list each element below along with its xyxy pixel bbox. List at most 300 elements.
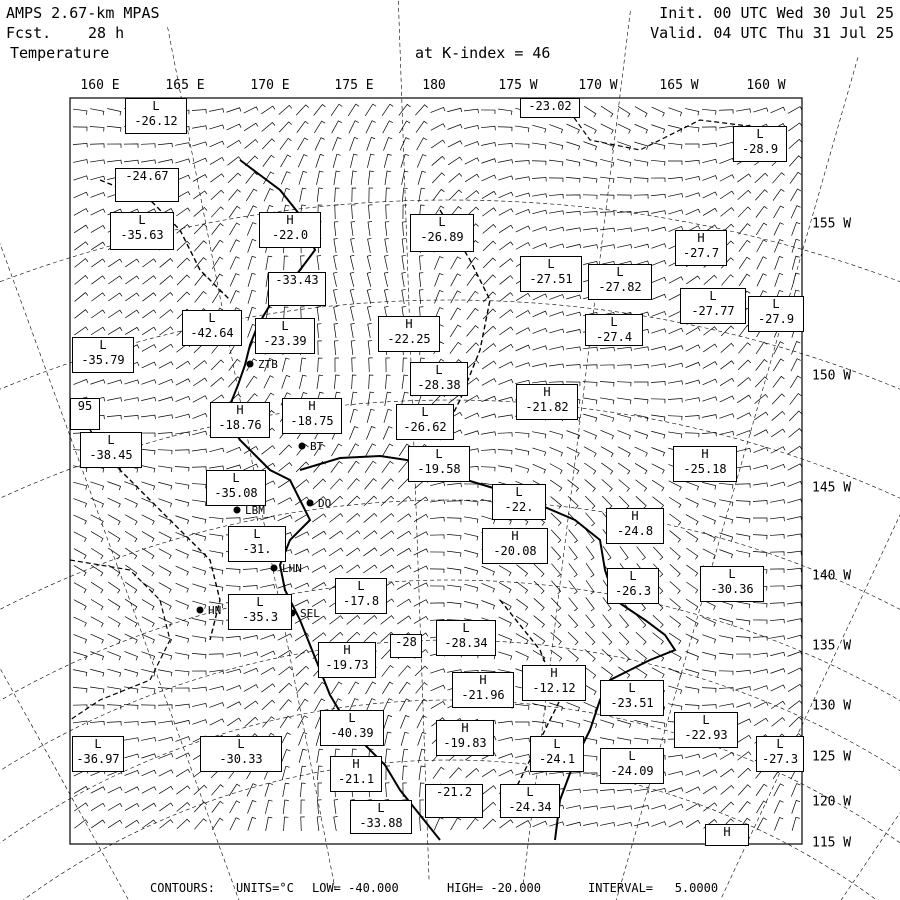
- wind-barb: [770, 517, 784, 521]
- extrema-type: L: [728, 567, 736, 581]
- extrema-type: L: [348, 711, 356, 725]
- extrema-value: -36.97: [76, 752, 120, 766]
- wind-barb: [669, 821, 683, 827]
- extrema-value: -21.96: [461, 688, 505, 702]
- wind-barb: [158, 721, 172, 725]
- wind-barb: [369, 188, 373, 202]
- wind-barb: [516, 634, 528, 644]
- wind-barb: [601, 463, 612, 474]
- wind-barb: [314, 682, 325, 693]
- wind-barb: [367, 272, 371, 287]
- wind-barb: [549, 312, 564, 317]
- wind-barb: [175, 720, 190, 724]
- wind-barb: [366, 444, 376, 456]
- wind-barb: [601, 124, 613, 134]
- wind-barb: [418, 732, 427, 745]
- wind-barb: [383, 427, 392, 440]
- extrema-type: H: [405, 317, 413, 331]
- wind-barb: [74, 327, 88, 335]
- wind-barb: [617, 245, 632, 249]
- wind-barb: [246, 172, 258, 183]
- wind-barb: [774, 223, 784, 236]
- wind-barb: [431, 701, 445, 708]
- wind-barb: [685, 193, 700, 197]
- wind-barb: [499, 582, 511, 593]
- wind-barb: [195, 275, 207, 286]
- wind-barb: [720, 378, 734, 385]
- value-label: [425, 784, 483, 818]
- wind-barb: [124, 754, 139, 758]
- wind-barb: [702, 670, 716, 676]
- wind-barb: [636, 496, 646, 508]
- wind-barb: [266, 256, 272, 270]
- wind-barb: [770, 500, 785, 504]
- wind-barb: [244, 668, 258, 673]
- wind-barb: [566, 431, 579, 440]
- wind-barb: [230, 291, 239, 304]
- wind-barb: [226, 636, 240, 640]
- extrema-value: -26.62: [403, 420, 447, 434]
- wind-barb: [720, 361, 734, 369]
- wind-barb: [278, 634, 292, 640]
- wind-barb: [788, 446, 802, 454]
- wind-barb: [125, 498, 138, 507]
- wind-barb: [686, 531, 698, 542]
- wind-barb: [483, 819, 496, 829]
- wind-barb: [261, 446, 274, 455]
- wind-barb: [465, 395, 479, 402]
- wind-barb: [719, 126, 733, 130]
- wind-barb: [211, 785, 223, 796]
- wind-barb: [686, 276, 700, 284]
- wind-barb: [619, 615, 628, 628]
- wind-barb: [175, 159, 190, 163]
- wind-barb: [298, 732, 307, 745]
- wind-barb: [669, 497, 681, 508]
- wind-barb: [368, 323, 372, 337]
- low-label: [182, 310, 242, 346]
- wind-barb: [211, 207, 223, 217]
- wind-barb: [736, 501, 750, 506]
- wind-barb: [230, 818, 240, 831]
- wind-barb: [668, 755, 682, 759]
- wind-barb: [397, 531, 411, 539]
- wind-barb: [464, 142, 479, 147]
- wind-barb: [791, 341, 800, 354]
- wind-barb: [159, 327, 173, 335]
- extrema-value: -33.88: [359, 816, 403, 830]
- wind-barb: [549, 244, 564, 248]
- wind-barb: [755, 377, 768, 387]
- wind-barb: [433, 189, 445, 200]
- extrema-type: H: [343, 643, 351, 657]
- wind-barb: [397, 616, 411, 624]
- wind-barb: [619, 496, 629, 509]
- wind-barb: [175, 737, 190, 742]
- wind-barb: [349, 427, 358, 440]
- wind-barb: [414, 549, 428, 555]
- wind-barb: [651, 312, 666, 317]
- wind-barb: [194, 361, 207, 370]
- wind-barb: [736, 448, 751, 452]
- wind-barb: [246, 376, 257, 388]
- wind-barb: [212, 223, 224, 234]
- forecast-hour: 28 h: [88, 24, 125, 42]
- wind-barb: [516, 310, 530, 317]
- wind-barb: [73, 127, 87, 131]
- wind-barb: [74, 379, 88, 384]
- wind-barb: [125, 617, 137, 627]
- wind-barb: [125, 599, 137, 610]
- wind-barb: [177, 258, 190, 268]
- wind-barb: [499, 259, 512, 268]
- wind-barb: [600, 398, 614, 404]
- wind-barb: [317, 749, 323, 763]
- wind-barb: [212, 818, 223, 830]
- wind-barb: [278, 515, 292, 521]
- wind-barb: [652, 294, 666, 299]
- wind-barb: [600, 382, 614, 387]
- wind-barb: [771, 447, 785, 454]
- wind-barb: [334, 375, 339, 389]
- wind-barb: [549, 125, 562, 134]
- wind-barb: [108, 276, 122, 284]
- extrema-type: L: [515, 485, 523, 499]
- wind-barb: [464, 125, 479, 129]
- wind-barb: [617, 365, 631, 369]
- wind-barb: [685, 705, 699, 710]
- wind-barb: [368, 392, 374, 406]
- wind-barb: [736, 517, 750, 523]
- wind-barb: [91, 327, 105, 334]
- wind-barb: [400, 138, 409, 151]
- wind-barb: [584, 463, 595, 474]
- wind-barb: [209, 619, 223, 625]
- lon-label: 175 W: [498, 78, 538, 93]
- wind-barb: [772, 173, 784, 184]
- wind-barb: [229, 190, 241, 201]
- wind-barb: [668, 210, 683, 214]
- wind-barb: [736, 602, 750, 609]
- extrema-value: -28.34: [444, 636, 488, 650]
- high-label: [259, 212, 321, 248]
- wind-barb: [247, 206, 257, 218]
- extrema-value: -30.33: [219, 752, 263, 766]
- wind-barb: [227, 702, 241, 708]
- wind-barb: [652, 668, 664, 678]
- extrema-value: -22.: [504, 500, 534, 514]
- wind-barb: [420, 783, 425, 797]
- wind-barb: [192, 516, 206, 523]
- extrema-type: L: [776, 737, 784, 751]
- wind-barb: [312, 566, 326, 573]
- extrema-value: -28.38: [417, 378, 461, 392]
- wind-barb: [549, 721, 563, 728]
- extrema-type: H: [352, 757, 360, 771]
- wind-barb: [668, 788, 683, 793]
- wind-barb: [262, 717, 274, 728]
- wind-barb: [566, 142, 579, 150]
- wind-barb: [719, 500, 733, 507]
- wind-barb: [498, 143, 512, 147]
- wind-barb: [498, 737, 513, 741]
- wind-barb: [738, 190, 751, 199]
- wind-barb: [264, 189, 273, 202]
- lat-label: 140 W: [812, 568, 852, 584]
- wind-barb: [721, 275, 733, 286]
- wind-barb: [334, 238, 338, 252]
- wind-barb: [703, 617, 716, 626]
- wind-barb: [652, 107, 665, 117]
- wind-barb: [585, 632, 595, 645]
- extrema-value: -35.3: [241, 610, 279, 624]
- wind-barb: [430, 535, 444, 539]
- wind-barb: [652, 480, 664, 491]
- wind-barb: [789, 411, 802, 421]
- wind-barb: [600, 823, 615, 827]
- wind-barb: [533, 821, 547, 827]
- wind-barb: [229, 206, 240, 217]
- wind-barb: [402, 255, 406, 269]
- wind-barb: [515, 126, 529, 132]
- wind-barb: [419, 766, 425, 780]
- wind-barb: [585, 496, 595, 509]
- wind-barb: [739, 257, 750, 269]
- wind-barb: [351, 238, 355, 253]
- kindex-label: at K-index = 46: [415, 44, 551, 62]
- wind-barb: [397, 548, 411, 555]
- wind-barb: [702, 482, 716, 489]
- low-label: [492, 484, 546, 520]
- wind-barb: [229, 223, 240, 235]
- wind-barb: [333, 272, 337, 287]
- wind-barb: [670, 547, 681, 559]
- wind-barb: [703, 379, 717, 385]
- wind-barb: [142, 787, 156, 794]
- extrema-value: -38.45: [89, 448, 133, 462]
- wind-barb: [481, 432, 495, 436]
- wind-barb: [226, 518, 240, 522]
- wind-barb: [381, 496, 394, 506]
- lon-label: 175 E: [334, 78, 374, 93]
- wind-barb: [668, 381, 682, 385]
- extrema-value: -35.08: [214, 486, 258, 500]
- wind-barb: [756, 359, 768, 370]
- wind-barb: [419, 273, 423, 287]
- wind-barb: [90, 176, 105, 180]
- extrema-value: -21.82: [525, 400, 569, 414]
- wind-barb: [601, 430, 614, 439]
- wind-barb: [617, 228, 631, 232]
- wind-barb: [600, 245, 615, 249]
- wind-barb: [192, 413, 206, 418]
- wind-barb: [296, 666, 309, 676]
- wind-barb: [175, 499, 189, 506]
- wind-barb: [448, 141, 462, 147]
- wind-barb: [451, 257, 461, 269]
- wind-barb: [586, 597, 594, 611]
- wind-barb: [651, 805, 666, 809]
- wind-barb: [636, 650, 647, 662]
- wind-barb: [464, 584, 478, 591]
- wind-barb: [141, 652, 154, 660]
- low-label: [500, 784, 560, 818]
- wind-barb: [430, 569, 444, 573]
- extrema-type: L: [99, 338, 107, 352]
- wind-barb: [464, 601, 478, 608]
- wind-barb: [466, 343, 479, 353]
- wind-barb: [721, 208, 734, 217]
- wind-barb: [318, 783, 322, 797]
- wind-barb: [402, 239, 406, 253]
- value-label: [115, 168, 179, 202]
- extrema-type: H: [631, 509, 639, 523]
- wind-barb: [248, 290, 256, 303]
- wind-barb: [787, 534, 801, 538]
- wind-barb: [702, 143, 716, 147]
- extrema-value: -24.34: [508, 800, 552, 814]
- extrema-type: L: [253, 527, 261, 541]
- wind-barb: [551, 564, 560, 577]
- wind-barb: [498, 397, 513, 401]
- station-dot: [299, 443, 306, 450]
- wind-barb: [481, 126, 495, 130]
- wind-barb: [482, 175, 496, 181]
- wind-barb: [772, 394, 784, 404]
- wind-barb: [583, 177, 597, 183]
- wind-barb: [384, 409, 392, 422]
- wind-barb: [351, 323, 355, 337]
- wind-barb: [668, 346, 683, 351]
- wind-barb: [651, 415, 665, 421]
- wind-barb: [227, 718, 241, 726]
- extrema-type: L: [628, 749, 636, 763]
- wind-barb: [385, 255, 389, 270]
- wind-barb: [516, 599, 527, 610]
- wind-barb: [335, 358, 339, 372]
- wind-barb: [160, 292, 173, 301]
- wind-barb: [298, 155, 307, 168]
- extrema-value: -28: [395, 635, 417, 649]
- wind-barb: [532, 210, 547, 214]
- wind-barb: [420, 800, 424, 814]
- wind-barb: [74, 310, 87, 319]
- wind-barb: [299, 749, 306, 763]
- wind-barb: [515, 193, 530, 197]
- wind-barb: [384, 715, 392, 728]
- wind-barb: [177, 819, 190, 829]
- wind-barb: [108, 327, 122, 334]
- wind-barb: [158, 753, 172, 758]
- wind-barb: [386, 205, 390, 219]
- wind-barb: [789, 717, 802, 727]
- wind-barb: [176, 583, 189, 592]
- wind-barb: [600, 789, 614, 793]
- wind-barb: [651, 364, 665, 368]
- wind-barb: [176, 361, 190, 369]
- wind-barb: [753, 447, 768, 452]
- wind-barb: [499, 209, 513, 216]
- wind-barb: [500, 293, 513, 302]
- wind-barb: [583, 195, 597, 199]
- wind-barb: [300, 783, 305, 797]
- wind-barb: [770, 482, 785, 486]
- wind-barb: [686, 616, 698, 627]
- wind-barb: [686, 345, 700, 351]
- wind-barb: [482, 208, 496, 216]
- footer-high: HIGH= -20.000: [447, 881, 541, 895]
- wind-barb: [352, 205, 356, 219]
- wind-barb: [210, 174, 224, 182]
- wind-barb: [142, 617, 154, 627]
- wind-barb: [317, 800, 321, 814]
- wind-barb: [532, 772, 547, 776]
- wind-barb: [483, 241, 496, 251]
- wind-barb: [74, 617, 87, 627]
- wind-barb: [329, 548, 343, 556]
- wind-barb: [176, 549, 189, 558]
- wind-barb: [515, 363, 530, 368]
- wind-barb: [583, 212, 597, 216]
- wind-barb: [366, 682, 376, 694]
- wind-barb: [75, 276, 88, 285]
- wind-barb: [226, 685, 240, 690]
- extrema-value: -26.3: [614, 584, 652, 598]
- wind-barb: [107, 380, 122, 384]
- station-name: LHN: [282, 562, 302, 575]
- wind-barb: [668, 143, 682, 149]
- wind-barb: [364, 479, 376, 490]
- wind-barb: [403, 205, 407, 219]
- wind-barb: [347, 479, 359, 490]
- wind-barb: [431, 124, 445, 131]
- wind-barb: [352, 188, 356, 202]
- wind-barb: [334, 255, 338, 270]
- wind-barb: [686, 634, 698, 644]
- wind-barb: [401, 732, 409, 746]
- wind-barb: [668, 686, 681, 694]
- low-label: [733, 126, 787, 162]
- wind-barb: [125, 259, 139, 267]
- wind-barb: [603, 615, 612, 628]
- wind-barb: [108, 582, 120, 593]
- wind-barb: [312, 548, 326, 555]
- wind-barb: [352, 375, 357, 389]
- wind-barb: [141, 160, 155, 164]
- wind-barb: [668, 194, 683, 198]
- extrema-type: L: [772, 297, 780, 311]
- wind-barb: [333, 289, 337, 304]
- wind-barb: [465, 158, 479, 164]
- wind-barb: [124, 669, 137, 677]
- wind-barb: [753, 483, 767, 487]
- wind-barb: [568, 632, 578, 645]
- wind-barb: [265, 800, 272, 814]
- wind-barb: [280, 138, 292, 149]
- wind-barb: [300, 358, 306, 372]
- wind-barb: [212, 291, 223, 303]
- footer-units: UNITS=°C: [236, 881, 294, 895]
- wind-barb: [279, 105, 292, 114]
- wind-barb: [651, 211, 666, 215]
- wind-barb: [532, 328, 546, 333]
- wind-barb: [499, 310, 513, 319]
- wind-barb: [175, 670, 189, 675]
- wind-barb: [551, 632, 562, 644]
- wind-barb: [397, 565, 411, 572]
- wind-barb: [669, 481, 681, 491]
- extrema-value: -27.9: [757, 312, 795, 326]
